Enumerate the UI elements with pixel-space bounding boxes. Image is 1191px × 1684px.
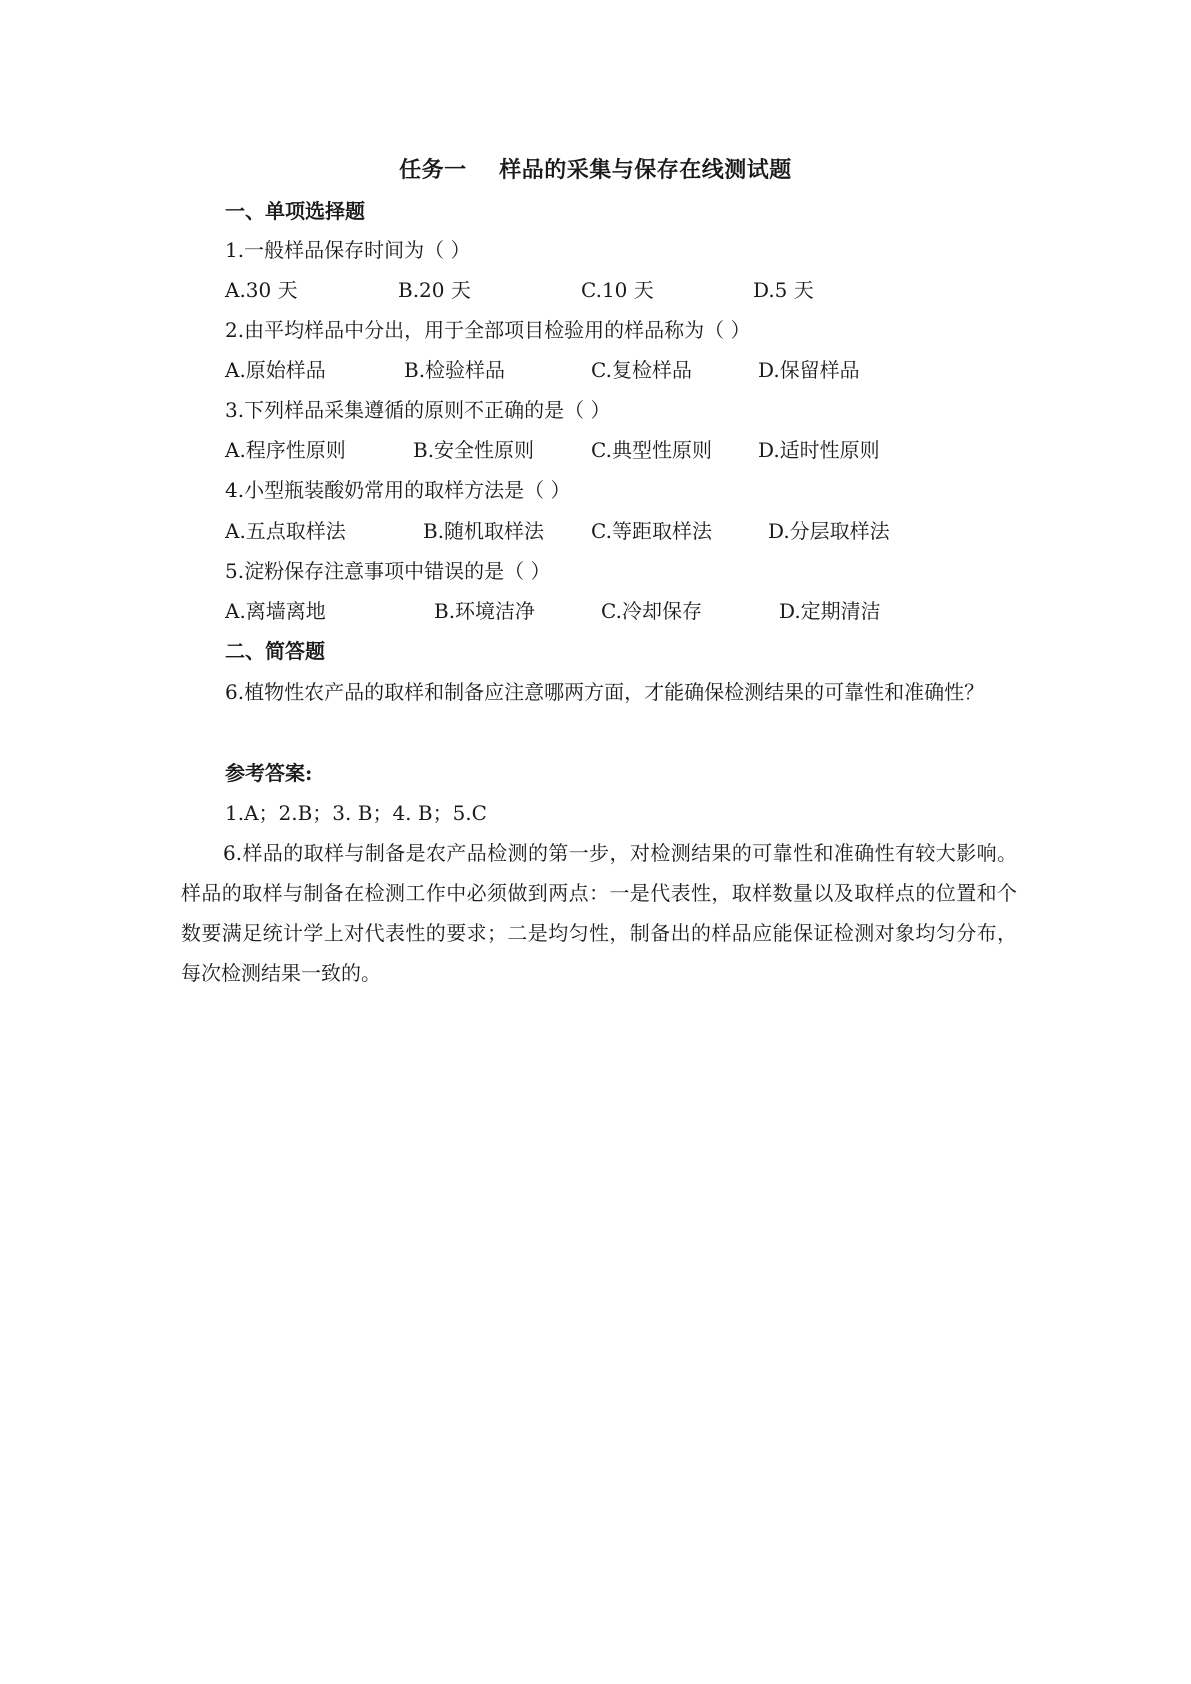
question-3-option-b: B.安全性原则 bbox=[413, 438, 535, 462]
question-5-option-b: B.环境洁净 bbox=[434, 599, 536, 623]
answer-key-essay: 6.样品的取样与制备是农产品检测的第一步，对检测结果的可靠性和准确性有较大影响。样品的取样与制备在检测工作中必须做到两点：一是代表性，取样数量以及取样点的位置和个数要满足统计学上对代表性的要求；二是均匀性，制备出的样品应能保证检测对象均匀分布，每次检测结果一致的。 bbox=[181, 841, 1017, 985]
question-3-stem: 3.下列样品采集遵循的原则不正确的是（ ） bbox=[225, 398, 611, 422]
section-heading-short-answer: 二、简答题 bbox=[225, 639, 325, 663]
question-1-option-b: B.20 天 bbox=[398, 278, 471, 302]
question-2-option-a: A.原始样品 bbox=[225, 358, 326, 382]
question-2-stem: 2.由平均样品中分出，用于全部项目检验用的样品称为（ ） bbox=[225, 318, 751, 342]
question-1-stem: 1.一般样品保存时间为（ ） bbox=[225, 238, 471, 262]
question-4-option-c: C.等距取样法 bbox=[591, 519, 712, 543]
section-heading-single-choice: 一、单项选择题 bbox=[225, 199, 365, 223]
question-5-stem: 5.淀粉保存注意事项中错误的是（ ） bbox=[225, 559, 551, 583]
question-3-option-a: A.程序性原则 bbox=[225, 438, 346, 462]
question-5-option-d: D.定期清洁 bbox=[779, 599, 881, 623]
question-4-stem: 4.小型瓶装酸奶常用的取样方法是（ ） bbox=[225, 478, 571, 502]
question-3-option-d: D.适时性原则 bbox=[758, 438, 880, 462]
question-5-option-a: A.离墙离地 bbox=[225, 599, 326, 623]
question-2-option-b: B.检验样品 bbox=[404, 358, 506, 382]
answer-key-heading: 参考答案: bbox=[225, 761, 313, 785]
question-4-option-d: D.分层取样法 bbox=[768, 519, 890, 543]
question-1-option-d: D.5 天 bbox=[753, 278, 814, 302]
question-5-option-c: C.冷却保存 bbox=[601, 599, 702, 623]
question-1-option-a: A.30 天 bbox=[225, 278, 298, 302]
question-4-option-b: B.随机取样法 bbox=[423, 519, 545, 543]
question-3-option-c: C.典型性原则 bbox=[591, 438, 712, 462]
question-4-option-a: A.五点取样法 bbox=[225, 519, 346, 543]
document-title: 任务一 样品的采集与保存在线测试题 bbox=[399, 157, 792, 183]
question-2-option-d: D.保留样品 bbox=[758, 358, 860, 382]
question-1-option-c: C.10 天 bbox=[581, 278, 654, 302]
answer-key-choices: 1.A；2.B；3. B；4. B；5.C bbox=[225, 801, 487, 825]
short-answer-question: 6.植物性农产品的取样和制备应注意哪两方面，才能确保检测结果的可靠性和准确性？ bbox=[225, 680, 985, 704]
question-2-option-c: C.复检样品 bbox=[591, 358, 692, 382]
